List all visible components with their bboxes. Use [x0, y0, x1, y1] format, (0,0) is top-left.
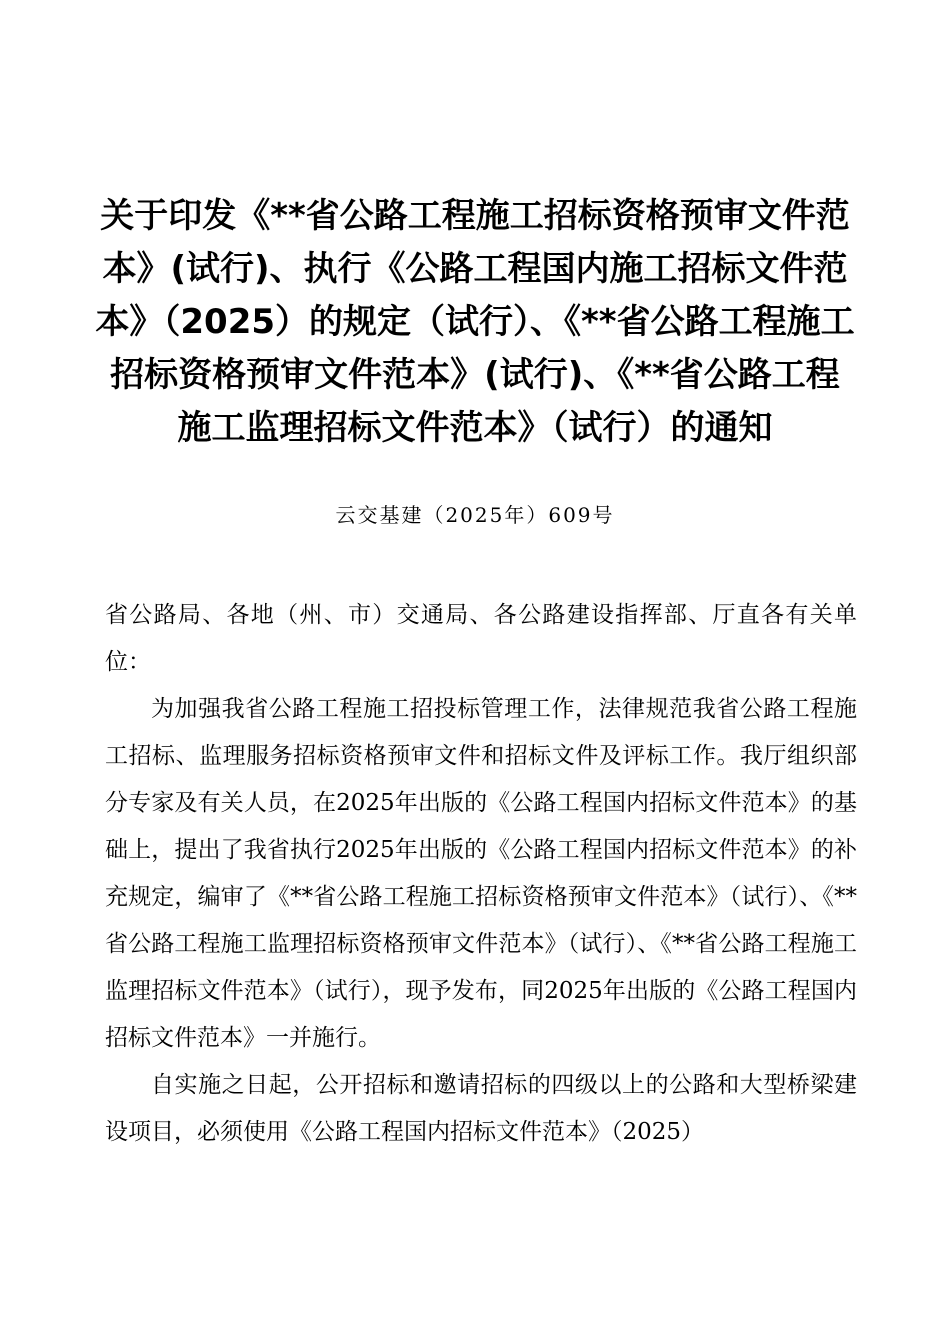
salutation: 省公路局、各地（州、市）交通局、各公路建设指挥部、厅直各有关单位：	[105, 602, 857, 675]
document-body	[105, 592, 857, 1156]
document-number: 云交基建（2025年）609号	[335, 503, 615, 527]
document-title: 关于印发《**省公路工程施工招标资格预审文件范本》(试行)、执行《公路工程国内施工招标文件范本》（2025）的规定（试行）、《**省公路工程施工招标资格预审文件范本》(试行)、《**省公路工程施工监理招标文件范本》（试行）的通知	[95, 196, 855, 448]
paragraph-1: 为加强我省公路工程施工招投标管理工作，法律规范我省公路工程施工招标、监理服务招标资格预审文件和招标文件及评标工作。我厅组织部分专家及有关人员，在2025年出版的《公路工程国内招标文件范本》的基础上，提出了我省执行2025年出版的《公路工程国内招标文件范本》的补充规定，编审了《**省公路工程施工招标资格预审文件范本》（试行）、《**省公路工程施工监理招标资格预审文件范本》（试行）、《**省公路工程施工监理招标文件范本》（试行），现予发布，同2025年出版的《公路工程国内招标文件范本》一并施行。	[105, 696, 857, 1051]
paragraph-2: 自实施之日起，公开招标和邀请招标的四级以上的公路和大型桥梁建设项目，必须使用《公路工程国内招标文件范本》（2025）	[105, 1072, 857, 1145]
